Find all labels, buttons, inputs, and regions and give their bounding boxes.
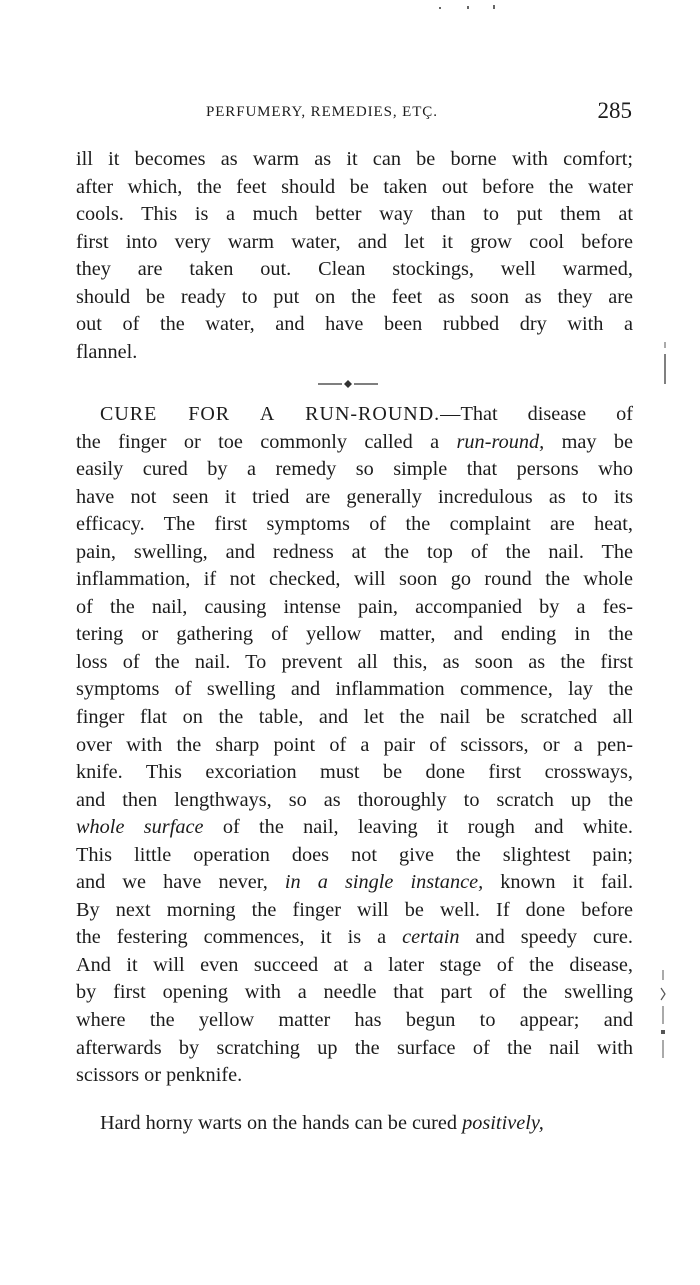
- text-line: This little operation does not give the slightest pain;: [76, 843, 633, 866]
- text-line: afterwards by scratching up the surface of the nail with: [76, 1036, 633, 1059]
- text-line: ill it becomes as warm as it can be borne with comfort;: [76, 148, 633, 170]
- text-line: first into very warm water, and let it grow cool before: [76, 230, 633, 253]
- section-heading: CURE FOR A RUN-ROUND.: [100, 403, 441, 425]
- text-line: cools. This is a much better way than to put them at: [76, 203, 633, 226]
- page-header: [206, 98, 636, 128]
- text-line: flannel.: [76, 340, 138, 363]
- text-line: efficacy. The first symptoms of the complaint are heat,: [76, 513, 633, 536]
- text-line: and then lengthways, so as thoroughly to scratch up the: [76, 788, 633, 811]
- text-line: By next morning the finger will be well. If done before: [76, 898, 633, 921]
- text-fragment: and we have never,: [76, 871, 285, 894]
- text-line: out of the water, and have been rubbed dry with a: [76, 313, 633, 336]
- text-fragment: the festering commences, it is a: [76, 926, 403, 949]
- text-line: have not seen it tried are generally incredulous as to its: [76, 485, 633, 508]
- paragraph-run-round: [76, 401, 633, 1090]
- text-line: where the yellow matter has begun to appear; and: [76, 1009, 633, 1032]
- text-line: And it will even succeed at a later stage of the disease,: [76, 953, 633, 976]
- text-fragment: —That disease of: [440, 403, 633, 425]
- text-line: of the nail, causing intense pain, accompanied by a fes-: [76, 595, 633, 618]
- italic-term: run-round,: [456, 430, 545, 453]
- text-fragment: known it fail.: [483, 871, 634, 894]
- margin-annotation-mark: [656, 970, 670, 1060]
- section-divider: [318, 379, 378, 389]
- page-number: 285: [597, 98, 632, 123]
- text-line: over with the sharp point of a pair of scissors, or a pen-: [76, 733, 633, 756]
- text-line: tering or gathering of yellow matter, and ending in the: [76, 623, 633, 646]
- margin-mark: [662, 342, 668, 384]
- text-line: after which, the feet should be taken out before the water: [76, 175, 633, 198]
- italic-term: whole surface: [76, 816, 204, 839]
- text-line: by first opening with a needle that part of the swelling: [76, 981, 633, 1004]
- paragraph-warts: [76, 1110, 633, 1138]
- text-line: [76, 401, 633, 429]
- text-line: [76, 814, 633, 842]
- text-fragment: and speedy cure.: [459, 926, 633, 949]
- text-line: scissors or penknife.: [76, 1064, 243, 1087]
- text-line: knife. This excoriation must be done first crossways,: [76, 761, 633, 784]
- text-line: [76, 429, 633, 457]
- text-line: easily cured by a remedy so simple that persons who: [76, 458, 633, 481]
- running-head: PERFUMERY, REMEDIES, ETÇ.: [206, 104, 438, 120]
- italic-term: positively,: [462, 1112, 544, 1134]
- text-line: finger flat on the table, and let the nail be scratched all: [76, 706, 633, 729]
- text-fragment: Hard horny warts on the hands can be cured: [100, 1112, 463, 1134]
- text-line: they are taken out. Clean stockings, well warmed,: [76, 258, 633, 281]
- top-margin-marks: [437, 4, 497, 12]
- text-line: should be ready to put on the feet as soon as they are: [76, 285, 633, 308]
- text-fragment: of the nail, leaving it rough and white.: [203, 816, 633, 839]
- text-fragment: may be: [544, 430, 633, 453]
- text-line: [76, 869, 633, 897]
- paragraph-continuation: [76, 146, 633, 366]
- text-line: loss of the nail. To prevent all this, as soon as the first: [76, 650, 633, 673]
- text-line: pain, swelling, and redness at the top of the nail. The: [76, 540, 633, 563]
- text-fragment: the finger or toe commonly called a: [76, 430, 457, 453]
- text-line: inflammation, if not checked, will soon go round the whole: [76, 568, 633, 591]
- text-line: symptoms of swelling and inflammation commence, lay the: [76, 678, 633, 701]
- italic-term: certain: [402, 926, 460, 949]
- italic-term: in a single instance,: [284, 871, 484, 894]
- text-line: [76, 1110, 633, 1138]
- text-line: [76, 924, 633, 952]
